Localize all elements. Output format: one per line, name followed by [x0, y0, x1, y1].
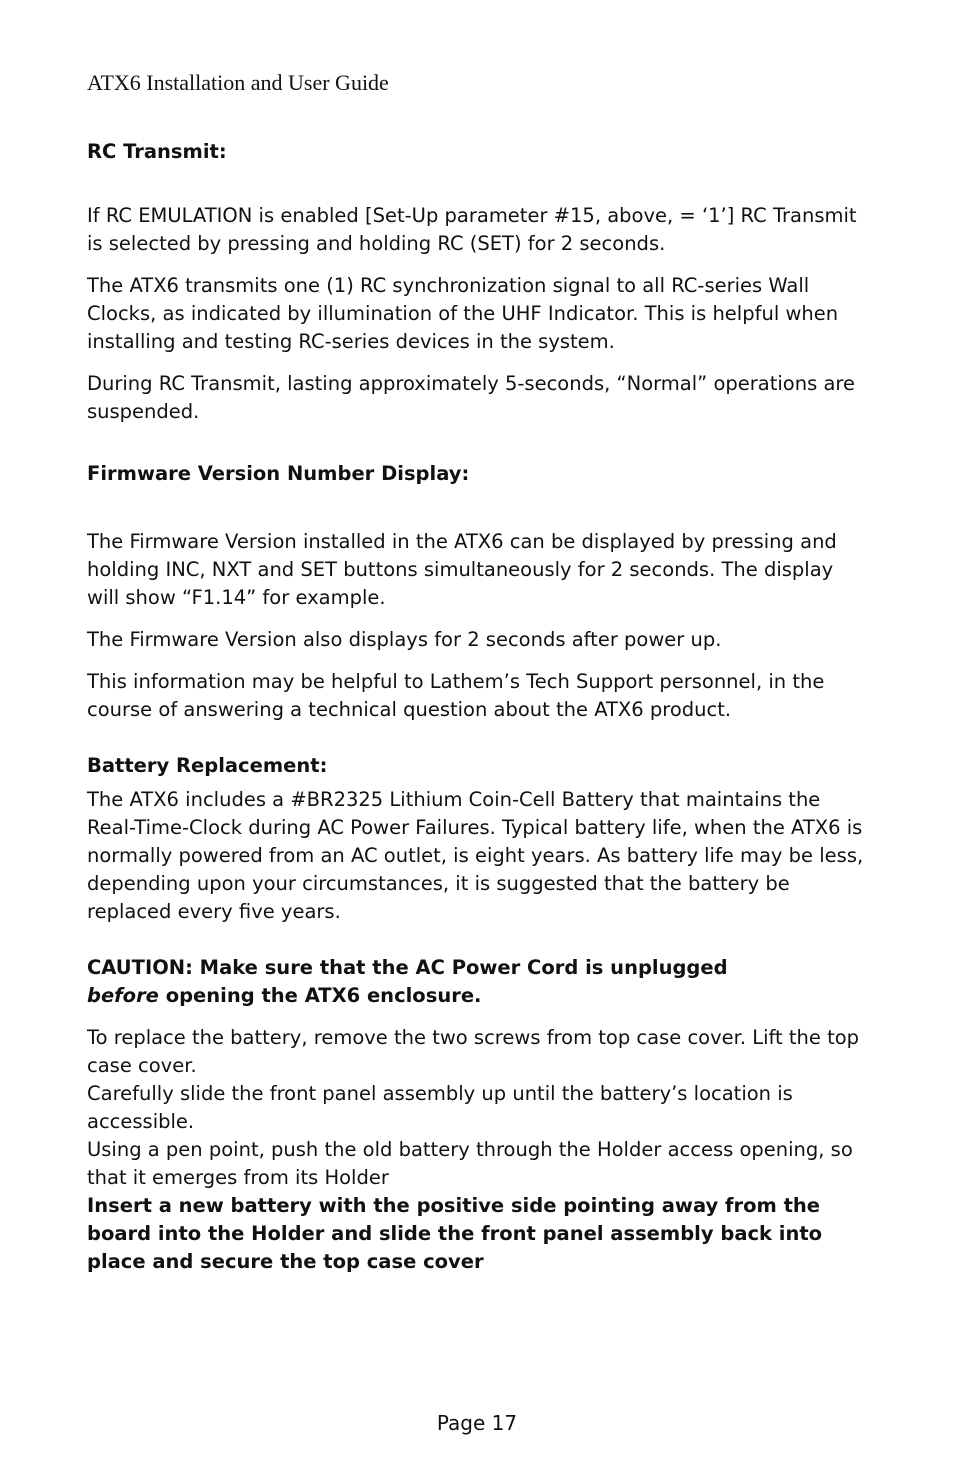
step-push-battery: Using a pen point, push the old battery through the Holder access opening, so that it emerges from its Holder	[87, 1138, 853, 1189]
paragraph-firmware-power-up: The Firmware Version also displays for 2 seconds after power up.	[87, 628, 722, 651]
section-rc-transmit	[87, 138, 867, 426]
battery-steps	[87, 1024, 867, 1276]
heading-rc-transmit: RC Transmit:	[87, 140, 227, 163]
paragraph-rc-sync-signal: The ATX6 transmits one (1) RC synchronization signal to all RC-series Wall Clocks, as indicated by illumination of the UHF Indicator. This is helpful when installing and testing RC-series devices in the system.	[87, 274, 839, 353]
paragraph-rc-duration: During RC Transmit, lasting approximately 5-seconds, “Normal” operations are suspended.	[87, 372, 855, 423]
page-number: Page 17	[436, 1411, 518, 1435]
step-remove-cover: To replace the battery, remove the two screws from top case cover. Lift the top case cover.	[87, 1026, 860, 1077]
section-battery-replacement	[87, 752, 867, 1276]
caution-line-1: CAUTION: Make sure that the AC Power Cord is unplugged	[87, 956, 728, 979]
running-header: ATX6 Installation and User Guide	[87, 70, 389, 95]
paragraph-rc-emulation: If RC EMULATION is enabled [Set-Up parameter #15, above, = ‘1’] RC Transmit is selected by pressing and holding RC (SET) for 2 seconds.	[87, 204, 857, 255]
paragraph-battery-info: The ATX6 includes a #BR2325 Lithium Coin-Cell Battery that maintains the Real-Time-Clock during AC Power Failures. Typical battery life, when the ATX6 is normally powered from an AC outlet, is eight years. As battery life may be less, depending upon your circumstances, it is suggested that the battery be replaced every five years.	[87, 788, 864, 923]
step-slide-panel: Carefully slide the front panel assembly up until the battery’s location is accessible.	[87, 1082, 793, 1133]
section-firmware-version	[87, 460, 867, 724]
step-insert-battery: Insert a new battery with the positive side pointing away from the board into the Holder and slide the front panel assembly back into place and secure the top case cover	[87, 1194, 823, 1273]
page-content	[87, 138, 867, 1276]
paragraph-firmware-support: This information may be helpful to Lathem’s Tech Support personnel, in the course of answering a technical question about the ATX6 product.	[87, 670, 825, 721]
caution-notice	[87, 954, 867, 1010]
heading-battery-replacement: Battery Replacement:	[87, 754, 328, 777]
caution-emphasis: before	[87, 984, 159, 1007]
caution-line-2: opening the ATX6 enclosure.	[158, 984, 482, 1007]
heading-firmware-version: Firmware Version Number Display:	[87, 462, 470, 485]
paragraph-firmware-display: The Firmware Version installed in the ATX6 can be displayed by pressing and holding INC, NXT and SET buttons simultaneously for 2 seconds. The display will show “F1.14” for example.	[87, 530, 837, 609]
